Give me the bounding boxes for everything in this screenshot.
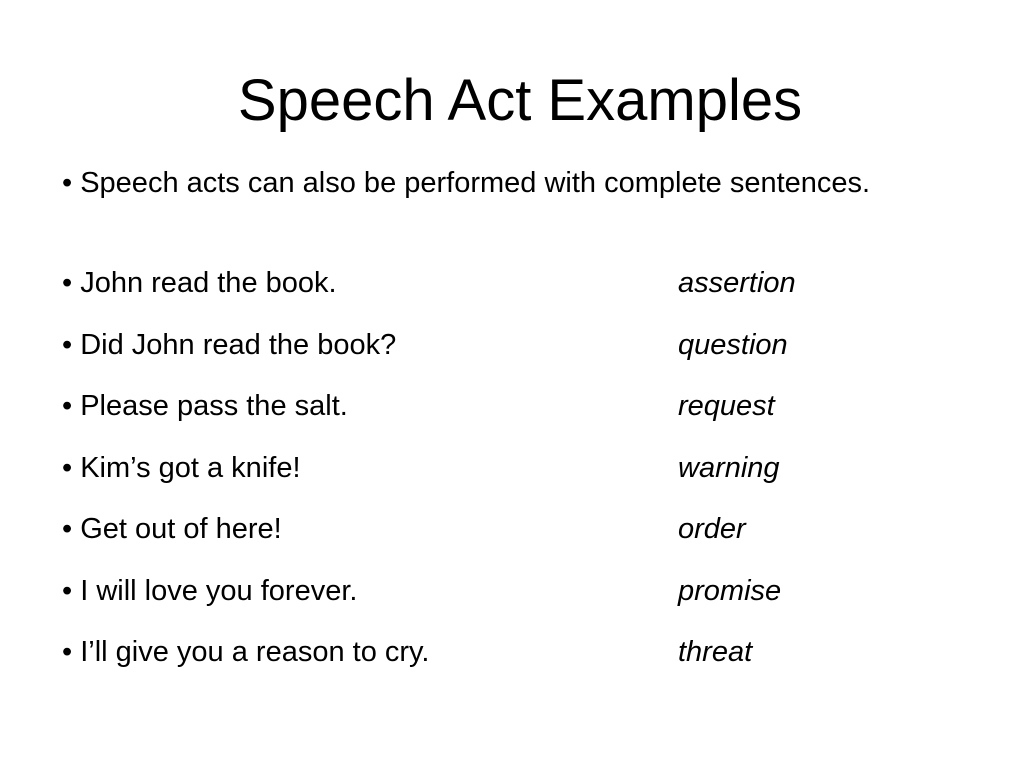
slide-title: Speech Act Examples [237, 68, 803, 133]
example-sentence: • I’ll give you a reason to cry. [62, 636, 430, 668]
example-sentence: • John read the book. [62, 267, 337, 299]
example-row-assertion [62, 264, 942, 326]
speech-act-label: warning [678, 451, 780, 484]
example-row-question [62, 326, 942, 388]
example-row-threat [62, 633, 942, 695]
example-row-order [62, 510, 942, 572]
example-sentence: • Get out of here! [62, 513, 282, 545]
speech-act-label: assertion [678, 267, 796, 299]
speech-act-label: order [678, 513, 746, 545]
speech-act-label: request [678, 390, 775, 422]
intro-bullet: • Speech acts can also be performed with complete sentences. [62, 167, 871, 199]
speech-act-label: question [678, 328, 788, 361]
example-row-warning [62, 449, 942, 511]
example-row-request [62, 387, 942, 449]
example-sentence: • Did John read the book? [62, 328, 397, 361]
example-sentence: • Please pass the salt. [62, 390, 348, 422]
speech-act-label: threat [678, 636, 753, 668]
examples-list [62, 264, 942, 695]
speech-act-label: promise [678, 574, 782, 607]
example-sentence: • Kim’s got a knife! [62, 451, 301, 484]
example-row-promise [62, 572, 942, 634]
example-sentence: • I will love you forever. [62, 574, 358, 607]
